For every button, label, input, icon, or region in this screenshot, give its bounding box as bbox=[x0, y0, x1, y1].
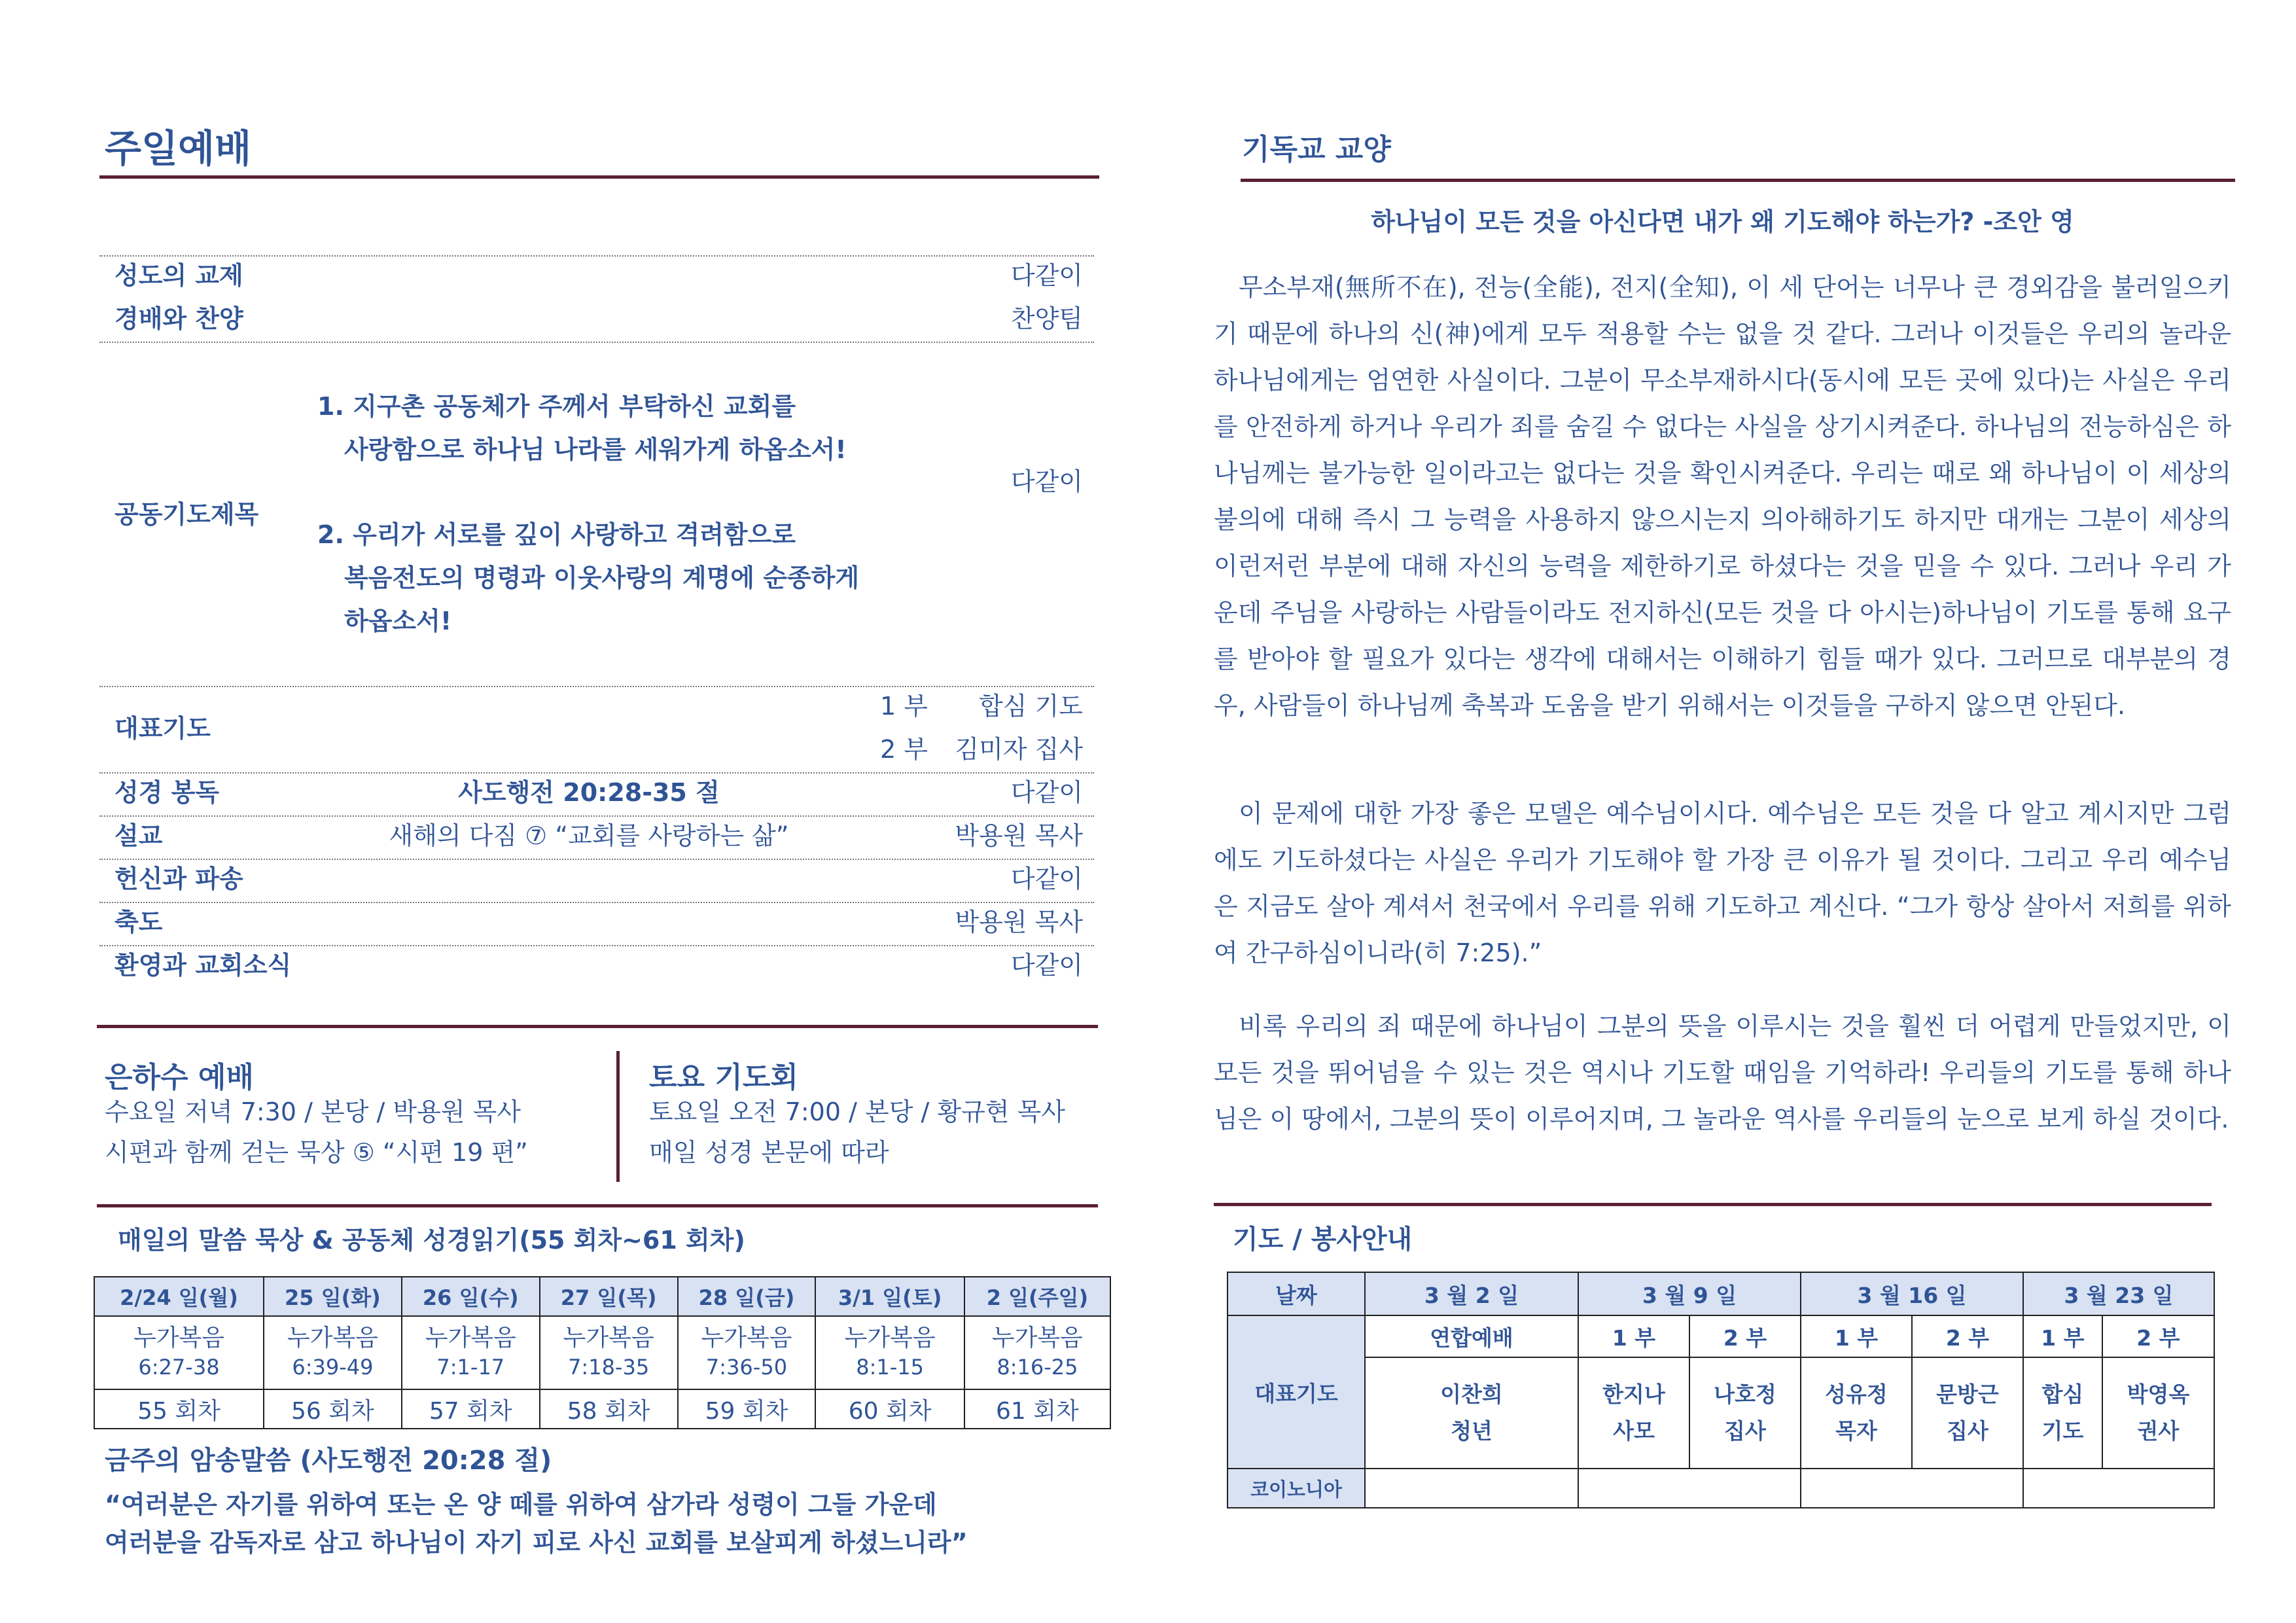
service-person-mar16-2 bbox=[1912, 1357, 2023, 1469]
order-label-offering: 헌신과 파송 bbox=[115, 865, 243, 893]
service-person-mar9-2 bbox=[1689, 1357, 1801, 1469]
service-title: 기도 / 봉사안내 bbox=[1233, 1224, 1413, 1255]
page-title-sunday-worship: 주일예배 bbox=[105, 126, 252, 171]
divider bbox=[99, 772, 1094, 774]
order-label-welcome: 환영과 교회소식 bbox=[115, 951, 292, 980]
service-person-mar16-1 bbox=[1801, 1357, 1912, 1469]
order-who-offering: 다같이 bbox=[1010, 865, 1083, 893]
reading-round: 58 회차 bbox=[540, 1389, 678, 1429]
reading-book: 누가복음 bbox=[425, 1325, 516, 1351]
person-title: 집사 bbox=[1724, 1418, 1766, 1444]
rep-prayer-part1-who: 합심 기도 bbox=[979, 692, 1083, 721]
reading-date-2: 26 일(수) bbox=[402, 1277, 540, 1316]
saturday-line1: 토요일 오전 7:00 / 본당 / 황규현 목사 bbox=[649, 1097, 1065, 1126]
reading-table bbox=[94, 1276, 1111, 1429]
person-title: 권사 bbox=[2137, 1418, 2180, 1444]
vertical-divider bbox=[616, 1051, 620, 1182]
service-person-mar2 bbox=[1365, 1357, 1578, 1469]
article-paragraph-3: 비록 우리의 죄 때문에 하나님이 그분의 뜻을 이루시는 것을 훨씬 더 어렵게 만들었지만, 이 모든 것을 뛰어넘을 수 있는 것은 역시나 기도할 때임을 기억하라! 우리들의 기도를 통해 하나님은 이 땅에서, 그분의 뜻이 이루어지며, 그 놀라운 역사를 우리들의 눈으로 보게 하실 것이다. bbox=[1214, 1012, 2231, 1133]
service-choir-mar23 bbox=[2023, 1469, 2214, 1508]
memory-verse-line2: 여러분을 감독자로 삼고 하나님이 자기 피로 사신 교회를 보살피게 하셨느니라” bbox=[105, 1528, 968, 1557]
service-date-mar16: 3 월 16 일 bbox=[1801, 1272, 2023, 1315]
service-choir-label: 코이노니아 bbox=[1227, 1469, 1365, 1508]
reading-date-5: 3/1 일(토) bbox=[815, 1277, 964, 1316]
scripture-passage: 사도행전 20:28-35 절 bbox=[458, 778, 720, 807]
eunhasu-title: 은하수 예배 bbox=[105, 1061, 254, 1094]
reading-cell bbox=[94, 1316, 264, 1389]
reading-cell bbox=[540, 1316, 678, 1389]
page-title-christian-culture: 기독교 교양 bbox=[1242, 133, 1391, 166]
title-rule bbox=[1241, 179, 2235, 182]
reading-date-6: 2 일(주일) bbox=[964, 1277, 1110, 1316]
order-who-joint-prayer: 다같이 bbox=[1010, 467, 1083, 496]
person-title: 기도 bbox=[2041, 1418, 2084, 1444]
service-date-mar2: 3 월 2 일 bbox=[1365, 1272, 1578, 1315]
reading-book: 누가복음 bbox=[701, 1325, 792, 1351]
order-label-joint-prayer: 공동기도제목 bbox=[115, 500, 259, 529]
joint-prayer-item2-line3: 하옵소서! bbox=[344, 607, 452, 635]
service-col-date: 날짜 bbox=[1227, 1272, 1365, 1315]
divider bbox=[99, 342, 1094, 343]
reading-cell bbox=[264, 1316, 402, 1389]
reading-date-4: 28 일(금) bbox=[678, 1277, 816, 1316]
service-sub-mar2: 연합예배 bbox=[1365, 1315, 1578, 1357]
service-sub-part2: 2 부 bbox=[1912, 1315, 2023, 1357]
person-name: 박영옥 bbox=[2127, 1382, 2190, 1407]
joint-prayer-item2-line1: 2. 우리가 서로를 깊이 사랑하고 격려함으로 bbox=[317, 520, 796, 549]
reading-verse: 7:18-35 bbox=[568, 1355, 650, 1380]
person-name: 문방근 bbox=[1936, 1382, 1999, 1407]
person-title: 목자 bbox=[1835, 1418, 1877, 1444]
reading-verse: 7:1-17 bbox=[436, 1355, 505, 1380]
service-sub-part2: 2 부 bbox=[1689, 1315, 1801, 1357]
order-label-fellowship: 성도의 교제 bbox=[115, 261, 243, 290]
service-person-mar23-1 bbox=[2023, 1357, 2102, 1469]
reading-book: 누가복음 bbox=[133, 1325, 225, 1351]
reading-book: 누가복음 bbox=[287, 1325, 378, 1351]
memory-verse-title: 금주의 암송말씀 (사도행전 20:28 절) bbox=[105, 1446, 552, 1476]
reading-round: 59 회차 bbox=[678, 1389, 816, 1429]
rep-prayer-part2-who: 김미자 집사 bbox=[955, 735, 1083, 764]
reading-verse: 6:27-38 bbox=[138, 1355, 220, 1380]
order-who-benediction: 박용원 목사 bbox=[955, 908, 1083, 936]
eunhasu-line1: 수요일 저녁 7:30 / 본당 / 박용원 목사 bbox=[105, 1097, 521, 1126]
reading-book: 누가복음 bbox=[991, 1325, 1083, 1351]
service-person-mar9-1 bbox=[1578, 1357, 1689, 1469]
service-rep-label: 대표기도 bbox=[1227, 1315, 1365, 1469]
order-label-sermon: 설교 bbox=[115, 821, 163, 850]
saturday-title: 토요 기도회 bbox=[649, 1061, 798, 1094]
service-date-mar9: 3 월 9 일 bbox=[1578, 1272, 1801, 1315]
title-rule bbox=[99, 175, 1099, 179]
reading-date-1: 25 일(화) bbox=[264, 1277, 402, 1316]
reading-cell bbox=[815, 1316, 964, 1389]
divider bbox=[99, 255, 1094, 257]
joint-prayer-item2-line2: 복음전도의 명령과 이웃사랑의 계명에 순종하게 bbox=[344, 563, 860, 592]
person-name: 나호정 bbox=[1714, 1382, 1776, 1407]
reading-verse: 8:16-25 bbox=[997, 1355, 1078, 1380]
order-label-benediction: 축도 bbox=[115, 908, 163, 936]
section-rule bbox=[97, 1025, 1098, 1028]
reading-round: 55 회차 bbox=[94, 1389, 264, 1429]
service-sub-part2: 2 부 bbox=[2102, 1315, 2214, 1357]
order-who-sermon: 박용원 목사 bbox=[955, 821, 1083, 850]
reading-book: 누가복음 bbox=[563, 1325, 654, 1351]
service-person-mar23-2 bbox=[2102, 1357, 2214, 1469]
reading-round: 57 회차 bbox=[402, 1389, 540, 1429]
reading-round: 60 회차 bbox=[815, 1389, 964, 1429]
person-name: 한지나 bbox=[1602, 1382, 1665, 1407]
person-title: 집사 bbox=[1947, 1418, 1988, 1444]
joint-prayer-item1-line1: 1. 지구촌 공동체가 주께서 부탁하신 교회를 bbox=[317, 392, 796, 421]
divider bbox=[99, 902, 1094, 903]
section-rule bbox=[1214, 1203, 2212, 1206]
service-sub-part1: 1 부 bbox=[2023, 1315, 2102, 1357]
order-who-praise: 찬양팀 bbox=[1010, 304, 1083, 333]
reading-date-3: 27 일(목) bbox=[540, 1277, 678, 1316]
saturday-line2: 매일 성경 본문에 따라 bbox=[649, 1138, 889, 1167]
service-choir-mar2 bbox=[1365, 1469, 1578, 1508]
memory-verse-line1: “여러분은 자기를 위하여 또는 온 양 떼를 위하여 삼가라 성령이 그들 가운데 bbox=[105, 1490, 937, 1519]
article-paragraph-1: 무소부재(無所不在), 전능(全能), 전지(全知), 이 세 단어는 너무나 큰 경외감을 불러일으키기 때문에 하나의 신(神)에게 모두 적용할 수는 없을 것 같다. 그러나 이것들은 우리의 놀라운 하나님에게는 엄연한 사실이다. 그분이 무소부재하시다(동시에 모든 곳에 있다)는 사실은 우리를 안전하게 하거나 우리가 죄를 숨길 수 없다는 사실을 상기시켜준다. 하나님의 전능하심은 하나님께는 불가능한 일이라고는 없다는 것을 확인시켜준다. 우리는 때로 왜 하나님이 이 세상의 불의에 대해 즉시 그 능력을 사용하지 않으시는지 의아해하기도 하지만 대개는 그분이 세상의 이런저런 부분에 대해 자신의 능력을 제한하기로 하셨다는 것을 믿을 수 있다. 그러나 우리 가운데 주님을 사랑하는 사람들이라도 전지하신(모든 것을 다 아시는)하나님이 기도를 통해 요구를 받아야 할 필요가 있다는 생각에 대해서는 이해하기 힘들 때가 있다. 그러므로 대부분의 경우, 사람들이 하나님께 축복과 도움을 받기 위해서는 이것들을 구하지 않으면 안된다. bbox=[1214, 273, 2231, 720]
order-who-welcome: 다같이 bbox=[1010, 951, 1083, 980]
reading-verse: 8:1-15 bbox=[856, 1355, 925, 1380]
joint-prayer-item1-line2: 사랑함으로 하나님 나라를 세워가게 하옵소서! bbox=[344, 435, 847, 464]
section-rule bbox=[97, 1204, 1098, 1207]
order-label-scripture: 성경 봉독 bbox=[115, 778, 220, 807]
reading-cell bbox=[402, 1316, 540, 1389]
person-name: 성유정 bbox=[1825, 1382, 1888, 1407]
reading-book: 누가복음 bbox=[844, 1325, 936, 1351]
reading-cell bbox=[678, 1316, 816, 1389]
service-sub-part1: 1 부 bbox=[1801, 1315, 1912, 1357]
divider bbox=[99, 945, 1094, 946]
article-paragraph-2: 이 문제에 대한 가장 좋은 모델은 예수님이시다. 예수님은 모든 것을 다 알고 계시지만 그럼에도 기도하셨다는 사실은 우리가 기도해야 할 가장 큰 이유가 될 것이다. 그리고 우리 예수님은 지금도 살아 계셔서 천국에서 우리를 위해 기도하고 계신다. “그가 항상 살아서 저희를 위하여 간구하심이니라(히 7:25).” bbox=[1214, 799, 2231, 967]
service-sub-part1: 1 부 bbox=[1578, 1315, 1689, 1357]
service-date-mar23: 3 월 23 일 bbox=[2023, 1272, 2214, 1315]
divider bbox=[99, 859, 1094, 860]
divider bbox=[99, 686, 1094, 687]
order-label-rep-prayer: 대표기도 bbox=[115, 714, 211, 743]
rep-prayer-part1: 1 부 bbox=[880, 692, 928, 721]
article-heading: 하나님이 모든 것을 아신다면 내가 왜 기도해야 하는가? -조안 영 bbox=[1371, 207, 2074, 236]
person-name: 이찬희 bbox=[1440, 1382, 1503, 1407]
service-choir-mar9 bbox=[1578, 1469, 1801, 1508]
reading-round: 61 회차 bbox=[964, 1389, 1110, 1429]
reading-title: 매일의 말씀 묵상 & 공동체 성경읽기(55 회차~61 회차) bbox=[118, 1226, 745, 1255]
divider bbox=[99, 815, 1094, 817]
eunhasu-line2: 시편과 함께 걷는 묵상 ⑤ “시편 19 편” bbox=[105, 1138, 528, 1167]
order-who-scripture: 다같이 bbox=[1010, 778, 1083, 807]
service-choir-mar16 bbox=[1801, 1469, 2023, 1508]
person-title: 사모 bbox=[1613, 1418, 1655, 1444]
order-label-praise: 경배와 찬양 bbox=[115, 304, 243, 333]
reading-date-0: 2/24 일(월) bbox=[94, 1277, 264, 1316]
person-name: 합심 bbox=[2041, 1382, 2084, 1407]
reading-verse: 7:36-50 bbox=[705, 1355, 788, 1380]
rep-prayer-part2: 2 부 bbox=[880, 735, 928, 764]
service-table bbox=[1227, 1272, 2215, 1508]
sermon-title: 새해의 다짐 ⑦ “교회를 사랑하는 삶” bbox=[389, 821, 789, 850]
reading-verse: 6:39-49 bbox=[292, 1355, 374, 1380]
order-who-fellowship: 다같이 bbox=[1010, 261, 1083, 290]
reading-round: 56 회차 bbox=[264, 1389, 402, 1429]
reading-cell bbox=[964, 1316, 1110, 1389]
person-title: 청년 bbox=[1451, 1418, 1492, 1444]
